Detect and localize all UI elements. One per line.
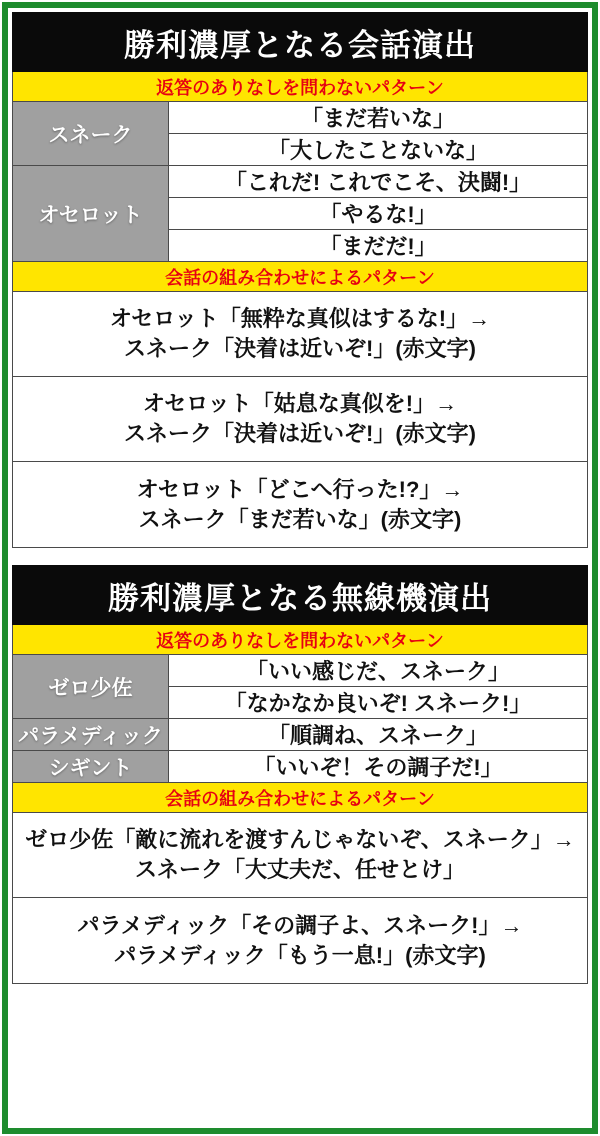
combo-cell [13,898,587,983]
combo-cell [13,377,587,462]
combo-line-1: パラメディック「その調子よ、スネーク!」→ [77,912,523,938]
section-table [12,72,588,548]
quote-cell: 「やるな!」 [169,198,587,230]
combo-line-2: スネーク「大丈夫だ、任せとけ」 [134,857,465,882]
pattern-label-no-reply: 返答のありなしを問わないパターン [13,72,587,102]
quote-cell: 「まだだ!」 [319,234,437,259]
pattern-label-combination: 会話の組み合わせによるパターン [13,783,587,813]
green-frame [2,2,598,1134]
quote-list [169,102,587,165]
quote-cell: 「なかなか良いぞ! スネーク!」 [224,691,532,716]
combo-line-1: オセロット「姑息な真似を!」→ [142,391,458,417]
character-name: ゼロ少佐 [13,655,169,718]
character-group-major-zero [13,655,587,719]
character-group-snake [13,102,587,166]
character-name: シギント [13,751,169,782]
pattern-label-no-reply: 返答のありなしを問わないパターン [13,625,587,655]
combo-line-2: パラメディック「もう一息!」(赤文字) [114,942,486,968]
section-title: 勝利濃厚となる無線機演出 [12,565,588,625]
character-name: スネーク [13,102,169,165]
section-divider [12,548,588,565]
section-conversation-effects [12,12,588,548]
quote-list [169,751,587,782]
quote-list [169,166,587,261]
quote-cell: 「これだ! これでこそ、決闘!」 [169,166,587,198]
combo-line-2: スネーク「まだ若いな」(赤文字) [138,506,462,532]
section-radio-effects [12,565,588,984]
section-title: 勝利濃厚となる会話演出 [12,12,588,72]
section-table [12,625,588,984]
combo-cell [13,292,587,377]
combo-cell [13,462,587,547]
quote-list [169,719,587,750]
character-group-paramedic [13,719,587,751]
combo-line-1: オセロット「無粋な真似はするな!」→ [109,306,491,332]
character-group-ocelot [13,166,587,262]
quote-cell: 「大したことないな」 [267,138,488,163]
quote-cell: 「まだ若いな」 [169,102,587,134]
pattern-label-combination: 会話の組み合わせによるパターン [13,262,587,292]
combo-cell [13,813,587,898]
combo-line-2: スネーク「決着は近いぞ!」(赤文字) [124,421,476,446]
quote-list [169,655,587,718]
character-group-sigint [13,751,587,783]
quote-cell: 「順調ね、スネーク」 [267,723,488,748]
character-name: オセロット [13,166,169,261]
combo-line-1: ゼロ少佐「敵に流れを渡すんじゃないぞ、スネーク」→ [25,827,575,853]
combo-line-1: オセロット「どこへ行った!?」→ [136,476,464,502]
quote-cell: 「いいぞ！その調子だ!」 [253,755,503,780]
combo-line-2: スネーク「決着は近いぞ!」(赤文字) [124,336,476,361]
character-name: パラメディック [13,719,169,750]
quote-cell: 「いい感じだ、スネーク」 [169,655,587,687]
